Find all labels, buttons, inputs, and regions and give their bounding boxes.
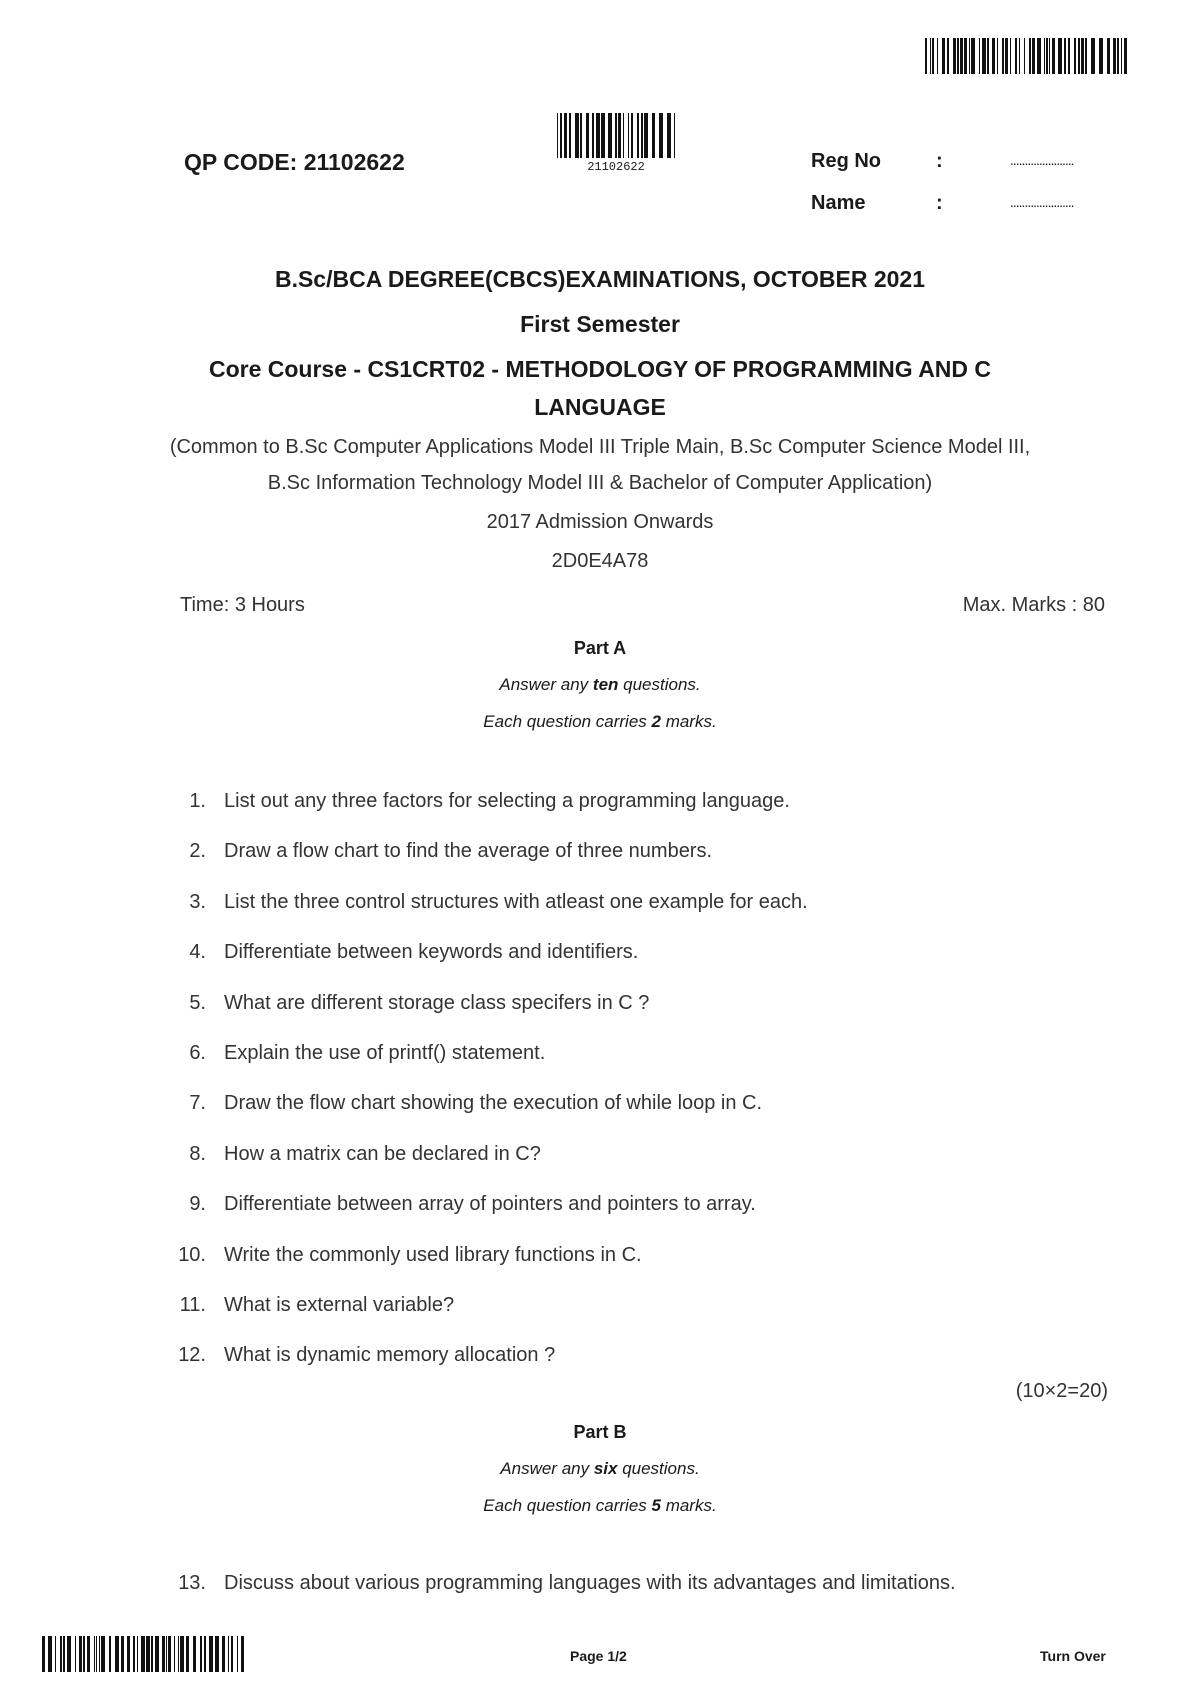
question-number: 7. (189, 1092, 206, 1115)
page-number: Page 1/2 (570, 1648, 627, 1664)
course-title-line2: LANGUAGE (534, 394, 666, 420)
question-text: Draw the flow chart showing the execution of while loop in C. (224, 1092, 763, 1115)
question-text: Discuss about various programming languages with its advantages and limitations. (224, 1572, 956, 1594)
barcode-bar (1127, 38, 1128, 74)
question-row (160, 1244, 642, 1267)
question-text: List out any three factors for selecting a programming language. (224, 790, 790, 812)
question-row (160, 1294, 454, 1317)
barcode-bar (241, 1636, 244, 1672)
part-b-instruction-2: Each question carries 5 marks. (483, 1496, 717, 1515)
turn-over: Turn Over (1040, 1648, 1106, 1664)
question-text: Write the commonly used library functions in C. (224, 1243, 642, 1266)
qp-barcode-number: 21102622 (587, 160, 645, 174)
part-b-title: Part B (573, 1422, 627, 1442)
paper-code: 2D0E4A78 (551, 550, 649, 572)
reg-no-label: Reg No (811, 150, 881, 172)
question-number: 10. (178, 1243, 206, 1266)
question-text: Explain the use of printf() statement. (224, 1042, 546, 1064)
question-text: What is external variable? (224, 1294, 455, 1316)
question-row (160, 1042, 545, 1065)
question-text: How a matrix can be declared in C? (224, 1142, 541, 1165)
name-label: Name (811, 192, 866, 214)
bottom-barcode (42, 1636, 244, 1672)
common-to-line1: (Common to B.Sc Computer Applications Model III Triple Main, B.Sc Computer Science Model III, (169, 436, 1031, 458)
max-marks: Max. Marks : 80 (962, 594, 1105, 616)
question-number: 6. (189, 1042, 206, 1064)
course-title-line1: Core Course - CS1CRT02 - METHODOLOGY OF PROGRAMMING AND C (208, 356, 992, 382)
question-text: What is dynamic memory allocation ? (224, 1344, 556, 1367)
question-number: 9. (189, 1193, 206, 1216)
question-row (160, 1092, 762, 1115)
part-a-title: Part A (573, 638, 627, 658)
question-number: 2. (189, 840, 206, 863)
qp-barcode (557, 113, 675, 158)
part-a-instruction-2: Each question carries 2 marks. (483, 712, 717, 731)
admission-year: 2017 Admission Onwards (486, 511, 714, 533)
question-row (160, 1572, 956, 1595)
exam-title: B.Sc/BCA DEGREE(CBCS)EXAMINATIONS, OCTOBER 2021 (274, 266, 926, 292)
question-number: 5. (189, 991, 206, 1014)
question-row (160, 891, 808, 914)
time-allowed: Time: 3 Hours (180, 594, 305, 616)
question-number: 11. (179, 1294, 206, 1316)
question-row (160, 992, 649, 1015)
part-a-instruction-1: Answer any ten questions. (499, 675, 701, 694)
question-row (160, 840, 712, 863)
question-number: 1. (189, 790, 206, 812)
question-number: 8. (189, 1142, 206, 1165)
question-row (160, 941, 638, 964)
question-row (160, 1344, 555, 1367)
part-b-instruction-1: Answer any six questions. (500, 1459, 700, 1478)
name-field[interactable]: ...................... (1010, 194, 1074, 210)
question-row (160, 1193, 756, 1216)
part-a-marks: (10×2=20) (1015, 1380, 1108, 1402)
qp-code: QP CODE: 21102622 (184, 149, 405, 175)
semester: First Semester (520, 311, 680, 337)
question-text: What are different storage class specifers in C ? (224, 991, 650, 1014)
question-text: List the three control structures with atleast one example for each. (224, 890, 808, 913)
question-number: 12. (178, 1344, 206, 1367)
question-number: 13. (178, 1572, 206, 1594)
question-number: 4. (189, 941, 206, 964)
question-text: Differentiate between array of pointers and pointers to array. (224, 1193, 756, 1216)
question-row (160, 790, 790, 813)
name-colon: : (936, 192, 943, 214)
question-text: Differentiate between keywords and identifiers. (224, 941, 639, 964)
top-barcode (925, 38, 1128, 74)
question-row (160, 1143, 541, 1166)
question-text: Draw a flow chart to find the average of three numbers. (224, 840, 713, 863)
common-to-line2: B.Sc Information Technology Model III & Bachelor of Computer Application) (267, 472, 933, 494)
barcode-bar (674, 113, 675, 158)
reg-no-colon: : (936, 150, 943, 172)
question-number: 3. (189, 890, 206, 913)
reg-no-field[interactable]: ...................... (1010, 152, 1074, 168)
